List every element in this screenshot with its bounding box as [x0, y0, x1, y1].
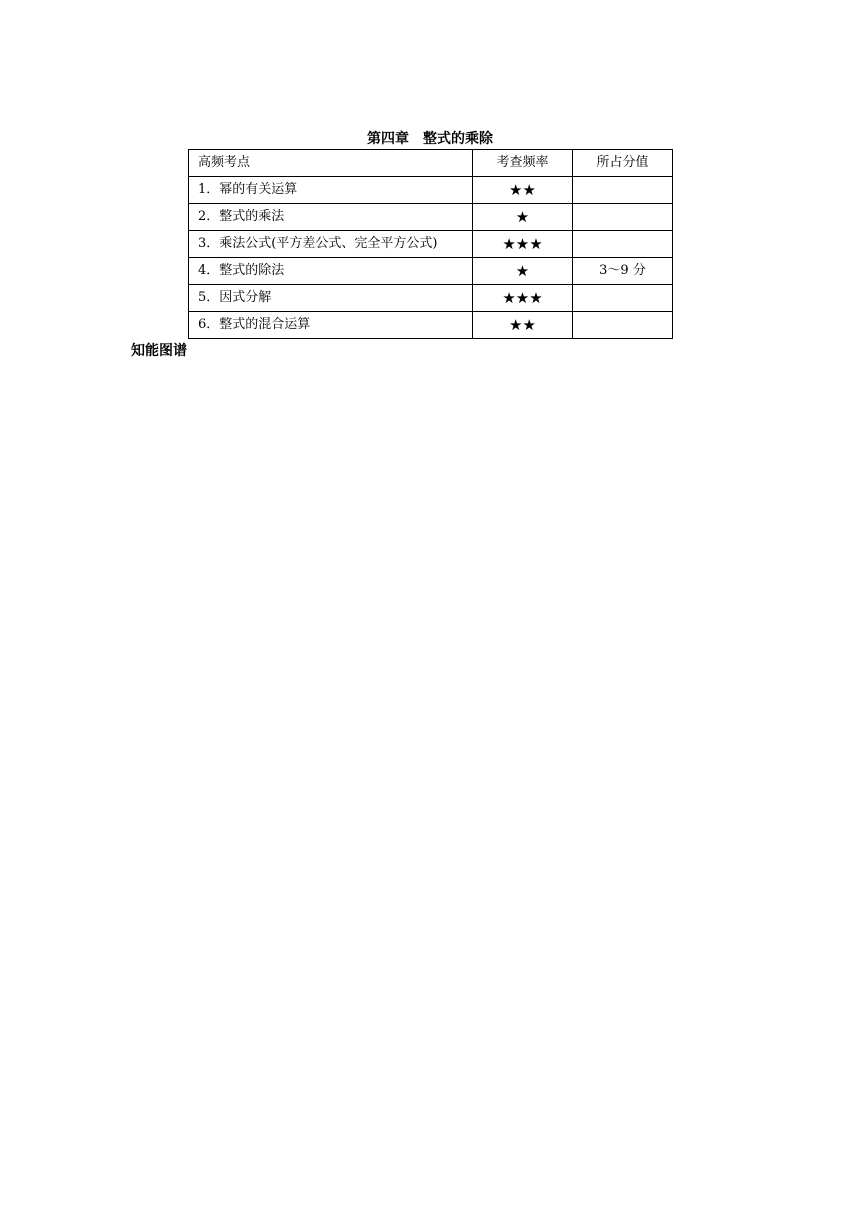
header-score: 所占分值: [573, 150, 673, 177]
score-cell: [573, 285, 673, 312]
section-heading: 知能图谱: [131, 343, 187, 359]
frequency-stars: ★: [473, 258, 573, 285]
frequency-stars: ★★★: [473, 231, 573, 258]
header-frequency: 考查频率: [473, 150, 573, 177]
topic-cell: 4．整式的除法: [189, 258, 473, 285]
table-header-row: [189, 150, 673, 177]
topic-cell: 6．整式的混合运算: [189, 312, 473, 339]
topic-cell: 3．乘法公式(平方差公式、完全平方公式): [189, 231, 473, 258]
score-cell: [573, 204, 673, 231]
score-cell: [573, 312, 673, 339]
table-row: [189, 258, 673, 285]
score-cell: [573, 177, 673, 204]
table-row: [189, 204, 673, 231]
table-row: [189, 177, 673, 204]
frequency-stars: ★★★: [473, 285, 573, 312]
exam-frequency-table: [188, 149, 673, 339]
score-cell: 3～9 分: [573, 258, 673, 285]
table-row: [189, 231, 673, 258]
table-row: [189, 312, 673, 339]
chapter-title: 第四章 整式的乘除: [367, 131, 493, 147]
topic-cell: 5．因式分解: [189, 285, 473, 312]
topic-cell: 1．幂的有关运算: [189, 177, 473, 204]
frequency-stars: ★★: [473, 177, 573, 204]
frequency-stars: ★: [473, 204, 573, 231]
frequency-stars: ★★: [473, 312, 573, 339]
topic-cell: 2．整式的乘法: [189, 204, 473, 231]
score-cell: [573, 231, 673, 258]
table-row: [189, 285, 673, 312]
header-topic: 高频考点: [189, 150, 473, 177]
